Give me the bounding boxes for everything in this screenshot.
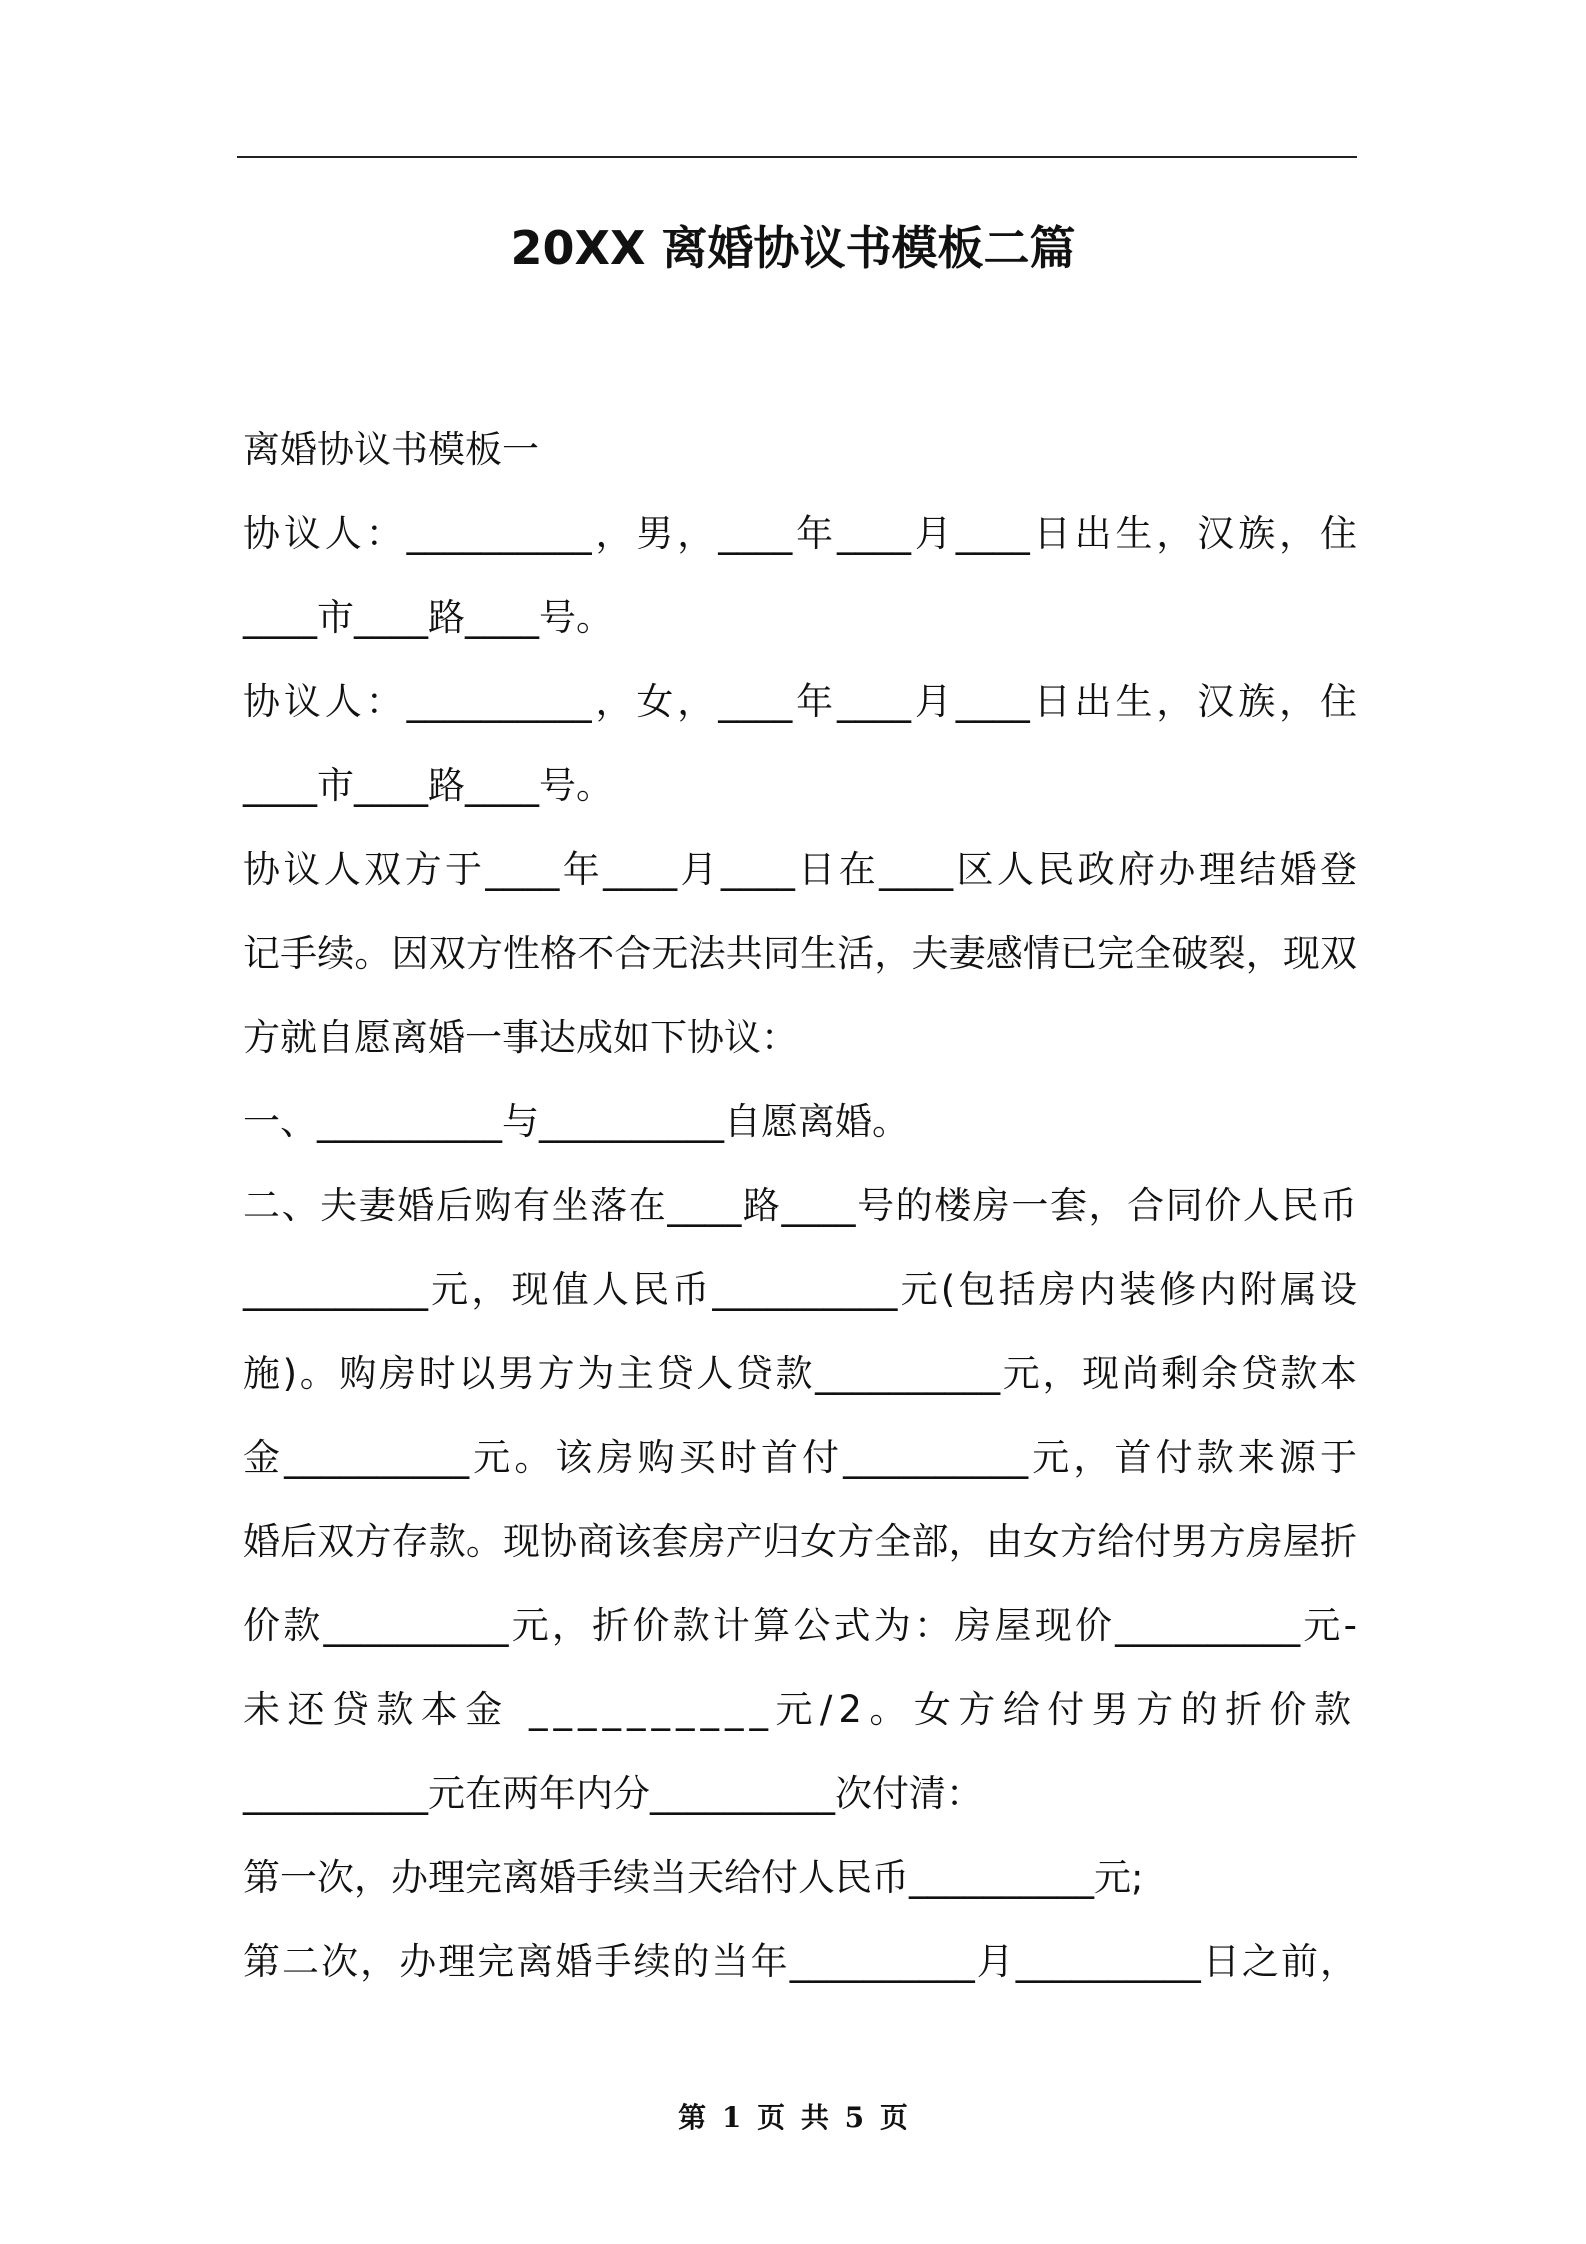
body-line: 婚后双方存款。现协商该套房产归女方全部，由女方给付男方房屋折 bbox=[243, 1520, 1357, 1563]
body-line: 未还贷款本金 __________元/2。女方给付男方的折价款 bbox=[243, 1688, 1357, 1731]
document-title: 20XX 离婚协议书模板二篇 bbox=[510, 221, 1076, 275]
section-heading: 离婚协议书模板一 bbox=[243, 428, 539, 471]
document-body bbox=[243, 408, 1357, 2004]
body-line: 一、__________与__________自愿离婚。 bbox=[243, 1100, 909, 1143]
body-line: 第二次，办理完离婚手续的当年__________月__________日之前， bbox=[243, 1940, 1357, 1983]
body-line: 金__________元。该房购买时首付__________元，首付款来源于 bbox=[243, 1436, 1357, 1479]
body-line: __________元在两年内分__________次付清： bbox=[243, 1772, 983, 1815]
body-line: 施)。购房时以男方为主贷人贷款__________元，现尚剩余贷款本 bbox=[243, 1352, 1357, 1395]
header-rule bbox=[237, 156, 1357, 158]
body-line: 第一次，办理完离婚手续当天给付人民币__________元; bbox=[243, 1856, 1144, 1899]
page-number-footer: 第 1 页 共 5 页 bbox=[678, 2101, 908, 2134]
body-line: 协议人：__________，男，____年____月____日出生，汉族，住 bbox=[243, 512, 1357, 555]
body-line: __________元，现值人民币__________元(包括房内装修内附属设 bbox=[243, 1268, 1357, 1311]
body-line: 价款__________元，折价款计算公式为：房屋现价__________元- bbox=[243, 1604, 1357, 1647]
body-line: 记手续。因双方性格不合无法共同生活，夫妻感情已完全破裂，现双 bbox=[243, 932, 1357, 975]
body-line: 二、夫妻婚后购有坐落在____路____号的楼房一套，合同价人民币 bbox=[243, 1184, 1357, 1227]
body-line: 方就自愿离婚一事达成如下协议： bbox=[243, 1016, 798, 1059]
body-line: 协议人双方于____年____月____日在____区人民政府办理结婚登 bbox=[243, 848, 1357, 891]
body-line: ____市____路____号。 bbox=[243, 596, 613, 639]
body-line: ____市____路____号。 bbox=[243, 764, 613, 807]
body-line: 协议人：__________，女，____年____月____日出生，汉族，住 bbox=[243, 680, 1357, 723]
